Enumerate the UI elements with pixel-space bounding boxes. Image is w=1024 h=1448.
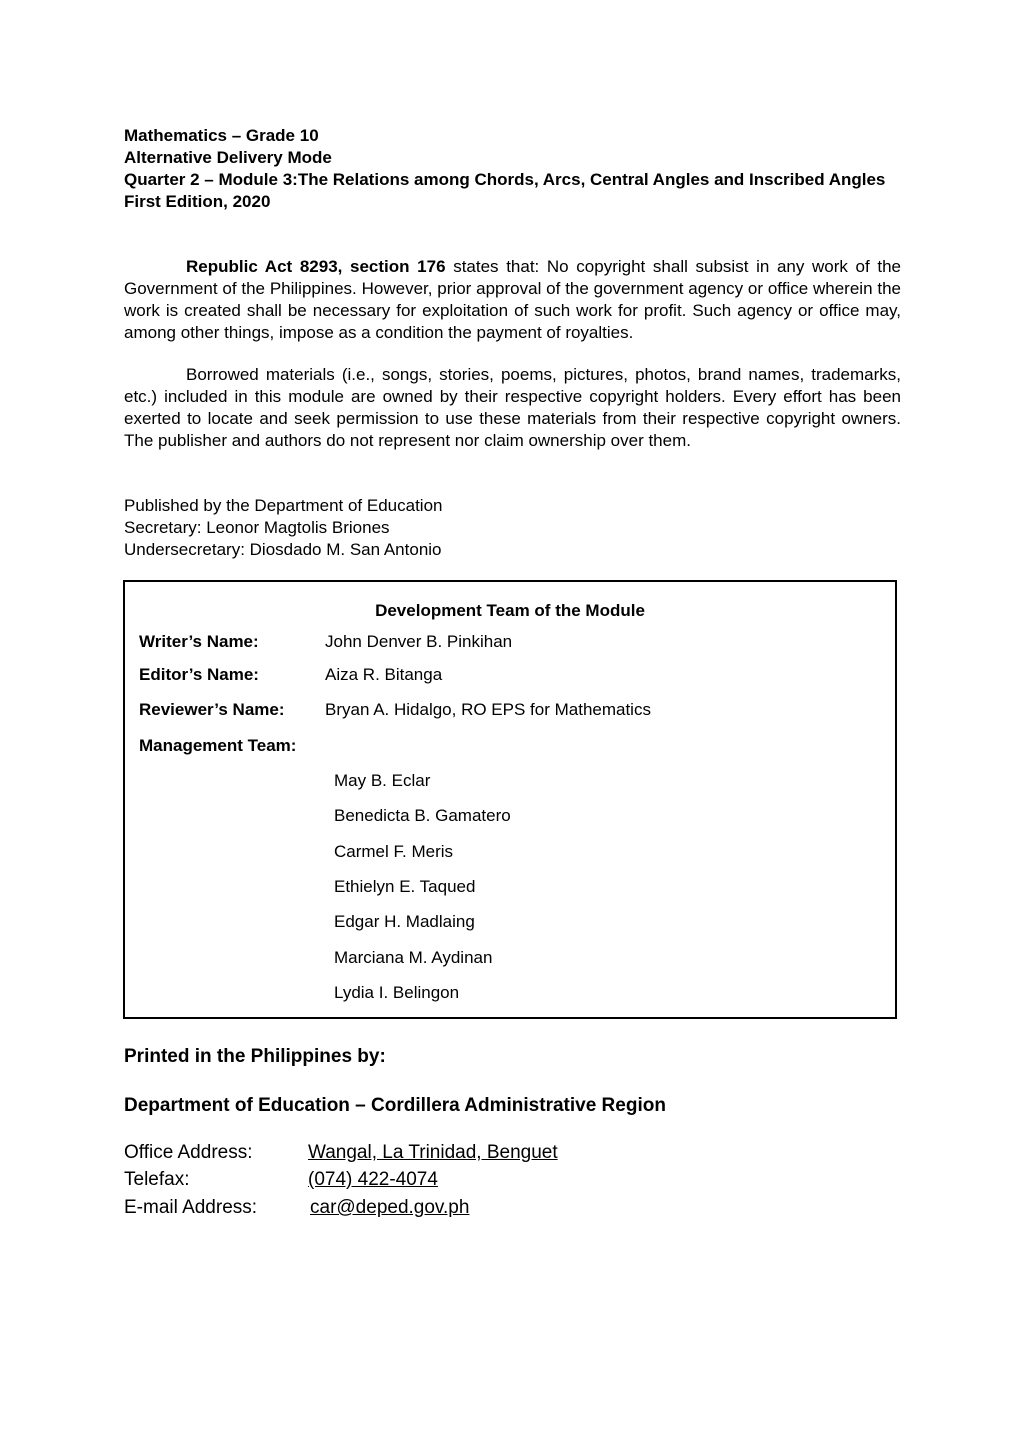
delivery-mode: Alternative Delivery Mode <box>124 148 332 167</box>
borrowed-text: Borrowed materials (i.e., songs, stories, poems, pictures, photos, brand names, trademarks, etc.) included in this module are owned by their respective copyright holders. Every effort has been exerted to locate and seek permission to use these materials from their respective copyright owners. The publisher and authors do not represent nor claim ownership over them. <box>124 365 901 450</box>
borrowed-paragraph <box>124 364 901 452</box>
editor-label: Editor’s Name: <box>139 665 259 684</box>
editor-name: Aiza R. Bitanga <box>325 665 443 684</box>
management-member: Benedicta B. Gamatero <box>334 806 511 825</box>
subject-title: Mathematics – Grade 10 <box>124 126 319 145</box>
telefax-label: Telefax: <box>124 1169 190 1190</box>
secretary: Secretary: Leonor Magtolis Briones <box>124 518 390 537</box>
management-member: May B. Eclar <box>334 771 431 790</box>
module-header <box>124 125 901 213</box>
telefax-link[interactable]: (074) 422-4074 <box>308 1169 438 1190</box>
email-label: E-mail Address: <box>124 1197 258 1218</box>
email-link[interactable]: car@deped.gov.ph <box>310 1197 470 1218</box>
reviewer-name: Bryan A. Hidalgo, RO EPS for Mathematics <box>325 700 651 719</box>
office-address-label: Office Address: <box>124 1142 253 1163</box>
module-title <box>124 169 901 191</box>
office-address-link[interactable]: Wangal, La Trinidad, Benguet <box>308 1142 558 1163</box>
reviewer-label: Reviewer’s Name: <box>139 700 285 719</box>
copyright-paragraph <box>124 256 901 344</box>
module-title-prefix: Quarter 2 – Module 3: <box>124 170 298 189</box>
writer-label: Writer’s Name: <box>139 632 259 651</box>
module-title-text: The Relations among Chords, Arcs, Central Angles and Inscribed Angles <box>297 170 886 189</box>
copyright-law: Republic Act 8293, section 176 <box>186 257 446 276</box>
publisher-block <box>124 495 442 561</box>
management-member: Edgar H. Madlaing <box>334 912 475 931</box>
management-member: Lydia I. Belingon <box>334 983 460 1002</box>
management-member: Marciana M. Aydinan <box>334 948 493 967</box>
management-label: Management Team: <box>139 736 297 755</box>
writer-name: John Denver B. Pinkihan <box>325 632 513 651</box>
edition: First Edition, 2020 <box>124 192 271 211</box>
undersecretary: Undersecretary: Diosdado M. San Antonio <box>124 540 442 559</box>
region-heading: Department of Education – Cordillera Administrative Region <box>124 1095 666 1116</box>
printed-by-heading: Printed in the Philippines by: <box>124 1046 386 1067</box>
team-title: Development Team of the Module <box>375 601 645 620</box>
management-member: Ethielyn E. Taqued <box>334 877 476 896</box>
published-by: Published by the Department of Education <box>124 496 443 515</box>
copyright-text: states that: No copyright shall subsist in any work of the Government of the Philippines. However, prior approval of the government agency or office wherein the work is created shall be necessary for exploitation of such work for profit. Such agency or office may, among other things, impose as a condition the payment of royalties. <box>124 257 901 342</box>
development-team-box <box>123 580 897 1019</box>
management-member: Carmel F. Meris <box>334 842 454 861</box>
